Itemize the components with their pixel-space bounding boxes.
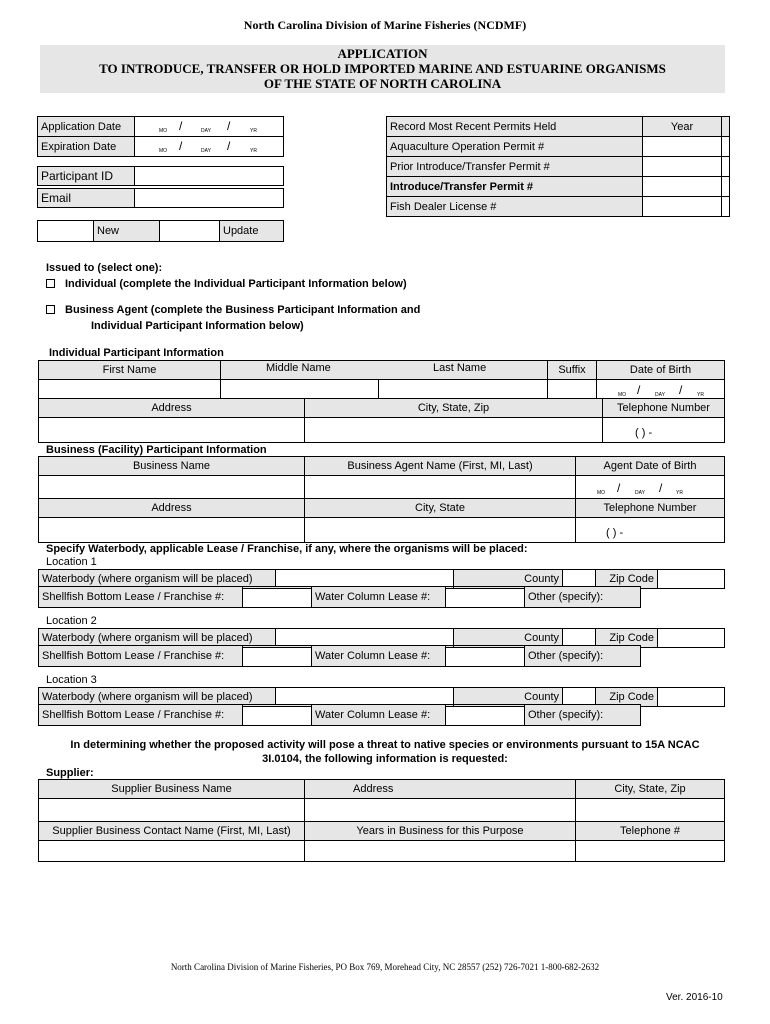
city-state-zip-label: City, State, Zip — [305, 399, 603, 418]
water-column-input[interactable] — [446, 646, 525, 667]
waterbody-label: Waterbody (where organism will be placed) — [42, 573, 253, 585]
date-separator: / — [227, 119, 231, 133]
email-input[interactable] — [135, 189, 284, 208]
fish-dealer-year[interactable] — [643, 197, 722, 217]
waterbody-input[interactable] — [275, 570, 454, 587]
business-telephone-label: Telephone Number — [576, 499, 725, 518]
prior-permit-extra — [722, 157, 730, 177]
location-3-lease-table — [38, 704, 641, 726]
agent-name-label: Business Agent Name (First, MI, Last) — [305, 457, 576, 476]
mo-label: MO — [618, 392, 627, 398]
participant-id-input[interactable] — [135, 167, 284, 186]
fish-dealer-label: Fish Dealer License # — [387, 197, 643, 217]
version-label: Ver. 2016-10 — [666, 992, 723, 1003]
yr-label: YR — [676, 490, 683, 496]
permits-table — [386, 116, 730, 217]
first-name-label: First Name — [39, 361, 221, 380]
day-label: DAY — [655, 392, 665, 398]
address-label: Address — [39, 399, 305, 418]
county-label: County — [454, 570, 563, 589]
waterbody-heading: Specify Waterbody, applicable Lease / Franchise, if any, where the organisms will be placed: — [46, 543, 528, 555]
county-label: County — [454, 688, 563, 707]
location-3-label: Location 3 — [46, 674, 97, 686]
expiration-date-field[interactable] — [135, 137, 284, 157]
individual-table — [38, 360, 725, 403]
supplier-address-label: Address — [305, 780, 576, 799]
supplier-years-label: Years in Business for this Purpose — [305, 822, 576, 841]
business-heading: Business (Facility) Participant Information — [46, 444, 267, 456]
business-address-label: Address — [39, 499, 305, 518]
day-label: DAY — [201, 148, 211, 154]
footer-address: North Carolina Division of Marine Fisheries, PO Box 769, Morehead City, NC 28557 (252) 726-7021 1-800-682-2632 — [170, 962, 600, 972]
new-checkbox[interactable] — [38, 221, 94, 242]
permits-header-label: Record Most Recent Permits Held — [387, 117, 643, 137]
prior-permit-year[interactable] — [643, 157, 722, 177]
agent-dob-label: Agent Date of Birth — [576, 457, 725, 476]
issued-heading: Issued to (select one): — [46, 262, 163, 274]
mo-label: MO — [159, 148, 168, 154]
business-address-input[interactable] — [39, 518, 305, 543]
day-label: DAY — [635, 490, 645, 496]
email-label: Email — [38, 189, 135, 208]
supplier-contact-label: Supplier Business Contact Name (First, MI, Last) — [39, 822, 305, 841]
zip-input[interactable] — [658, 570, 725, 589]
shellfish-input[interactable] — [243, 587, 312, 608]
issued-option-business[interactable] — [46, 304, 420, 316]
water-column-label: Water Column Lease #: — [312, 705, 446, 726]
water-column-input[interactable] — [446, 705, 525, 726]
application-date-field[interactable] — [135, 117, 284, 137]
location-2-lease-table — [38, 645, 641, 667]
location-2-label: Location 2 — [46, 615, 97, 627]
business-name-label: Business Name — [39, 457, 305, 476]
business-city-state-label: City, State — [305, 499, 576, 518]
date-separator: / — [179, 119, 183, 133]
business-name-input[interactable] — [39, 476, 305, 499]
yr-label: YR — [250, 148, 257, 154]
date-separator: / — [659, 481, 663, 495]
business-option-label-line2: Individual Participant Information below) — [91, 320, 304, 332]
water-column-label: Water Column Lease #: — [312, 646, 446, 667]
suffix-label: Suffix — [548, 361, 597, 380]
aquaculture-permit-label: Aquaculture Operation Permit # — [387, 137, 643, 157]
zip-input[interactable] — [658, 688, 725, 707]
date-separator: / — [617, 481, 621, 495]
location-1-lease-table — [38, 586, 641, 608]
shellfish-input[interactable] — [243, 705, 312, 726]
new-label: New — [94, 221, 160, 242]
location-1-label: Location 1 — [46, 556, 97, 568]
mo-label: MO — [159, 128, 168, 134]
form-title-line2: TO INTRODUCE, TRANSFER OR HOLD IMPORTED MARINE AND ESTUARINE ORGANISMS — [99, 61, 666, 76]
aquaculture-permit-extra — [722, 137, 730, 157]
county-label: County — [454, 629, 563, 648]
shellfish-label: Shellfish Bottom Lease / Franchise #: — [39, 705, 243, 726]
other-label: Other (specify): — [525, 705, 641, 726]
individual-heading: Individual Participant Information — [49, 347, 224, 359]
city-state-zip-input[interactable] — [305, 418, 603, 443]
water-column-label: Water Column Lease #: — [312, 587, 446, 608]
agent-dob-input[interactable] — [576, 476, 725, 499]
day-label: DAY — [201, 128, 211, 134]
update-checkbox[interactable] — [160, 221, 220, 242]
form-title-line3: OF THE STATE OF NORTH CAROLINA — [263, 76, 502, 91]
supplier-telephone-label: Telephone # — [576, 822, 725, 841]
waterbody-input[interactable] — [275, 688, 454, 705]
new-update-table — [37, 220, 284, 242]
telephone-label: Telephone Number — [603, 399, 725, 418]
yr-label: YR — [697, 392, 704, 398]
issued-option-individual[interactable] — [46, 278, 407, 290]
determination-line2: 3I.0104, the following information is requested: — [262, 753, 508, 765]
supplier-telephone-input[interactable] — [576, 841, 725, 862]
determination-line1: In determining whether the proposed activity will pose a threat to native species or environments pursuant to 15A NCAC — [70, 739, 700, 751]
shellfish-label: Shellfish Bottom Lease / Franchise #: — [39, 646, 243, 667]
introduce-permit-year[interactable] — [643, 177, 722, 197]
business-table — [38, 456, 725, 543]
zip-label: Zip Code — [596, 570, 658, 589]
middle-last-name-labels — [221, 361, 548, 380]
business-telephone-input[interactable]: ( ) - — [576, 518, 725, 543]
date-separator: / — [179, 139, 183, 153]
introduce-permit-extra — [722, 177, 730, 197]
supplier-city-input[interactable] — [576, 799, 725, 822]
date-separator: / — [679, 383, 683, 397]
supplier-name-label: Supplier Business Name — [39, 780, 305, 799]
shellfish-input[interactable] — [243, 646, 312, 667]
last-name-label: Last Name — [433, 362, 487, 374]
business-checkbox[interactable] — [46, 305, 55, 314]
date-separator: / — [227, 139, 231, 153]
yr-label: YR — [250, 128, 257, 134]
supplier-name-input[interactable] — [39, 799, 305, 822]
zip-label: Zip Code — [596, 629, 658, 648]
other-label: Other (specify): — [525, 587, 641, 608]
waterbody-label: Waterbody (where organism will be placed) — [42, 632, 253, 644]
waterbody-label: Waterbody (where organism will be placed) — [42, 691, 253, 703]
prior-permit-label: Prior Introduce/Transfer Permit # — [387, 157, 643, 177]
individual-address-table — [38, 398, 725, 443]
participant-table — [37, 166, 284, 208]
mo-label: MO — [597, 490, 606, 496]
dob-label: Date of Birth — [597, 361, 725, 380]
form-title-line1: APPLICATION — [337, 46, 428, 61]
business-city-state-input[interactable] — [305, 518, 576, 543]
agency-title: North Carolina Division of Marine Fisheries (NCDMF) — [243, 18, 527, 32]
zip-label: Zip Code — [596, 688, 658, 707]
permits-year-label: Year — [643, 117, 722, 137]
agent-name-input[interactable] — [305, 476, 576, 499]
supplier-table — [38, 779, 725, 862]
aquaculture-permit-year[interactable] — [643, 137, 722, 157]
supplier-contact-input[interactable] — [39, 841, 305, 862]
other-label: Other (specify): — [525, 646, 641, 667]
participant-id-label: Participant ID — [38, 167, 135, 186]
individual-checkbox[interactable] — [46, 279, 55, 288]
permits-blank-cell — [722, 117, 730, 137]
water-column-input[interactable] — [446, 587, 525, 608]
supplier-years-input[interactable] — [305, 841, 576, 862]
application-date-label: Application Date — [38, 117, 135, 137]
form-title-banner — [40, 45, 725, 93]
update-label: Update — [220, 221, 284, 242]
supplier-heading: Supplier: — [46, 767, 94, 779]
supplier-address-input[interactable] — [305, 799, 576, 822]
individual-option-label: Individual (complete the Individual Participant Information below) — [65, 278, 407, 290]
address-input[interactable] — [39, 418, 305, 443]
telephone-input[interactable]: ( ) - — [603, 418, 725, 443]
fish-dealer-extra — [722, 197, 730, 217]
date-separator: / — [637, 383, 641, 397]
supplier-city-label: City, State, Zip — [576, 780, 725, 799]
introduce-permit-label: Introduce/Transfer Permit # — [387, 177, 643, 197]
dates-table — [37, 116, 284, 157]
business-option-label: Business Agent (complete the Business Participant Information and — [65, 304, 421, 316]
zip-input[interactable] — [658, 629, 725, 648]
expiration-date-label: Expiration Date — [38, 137, 135, 157]
shellfish-label: Shellfish Bottom Lease / Franchise #: — [39, 587, 243, 608]
waterbody-input[interactable] — [275, 629, 454, 646]
middle-name-label: Middle Name — [266, 362, 331, 374]
